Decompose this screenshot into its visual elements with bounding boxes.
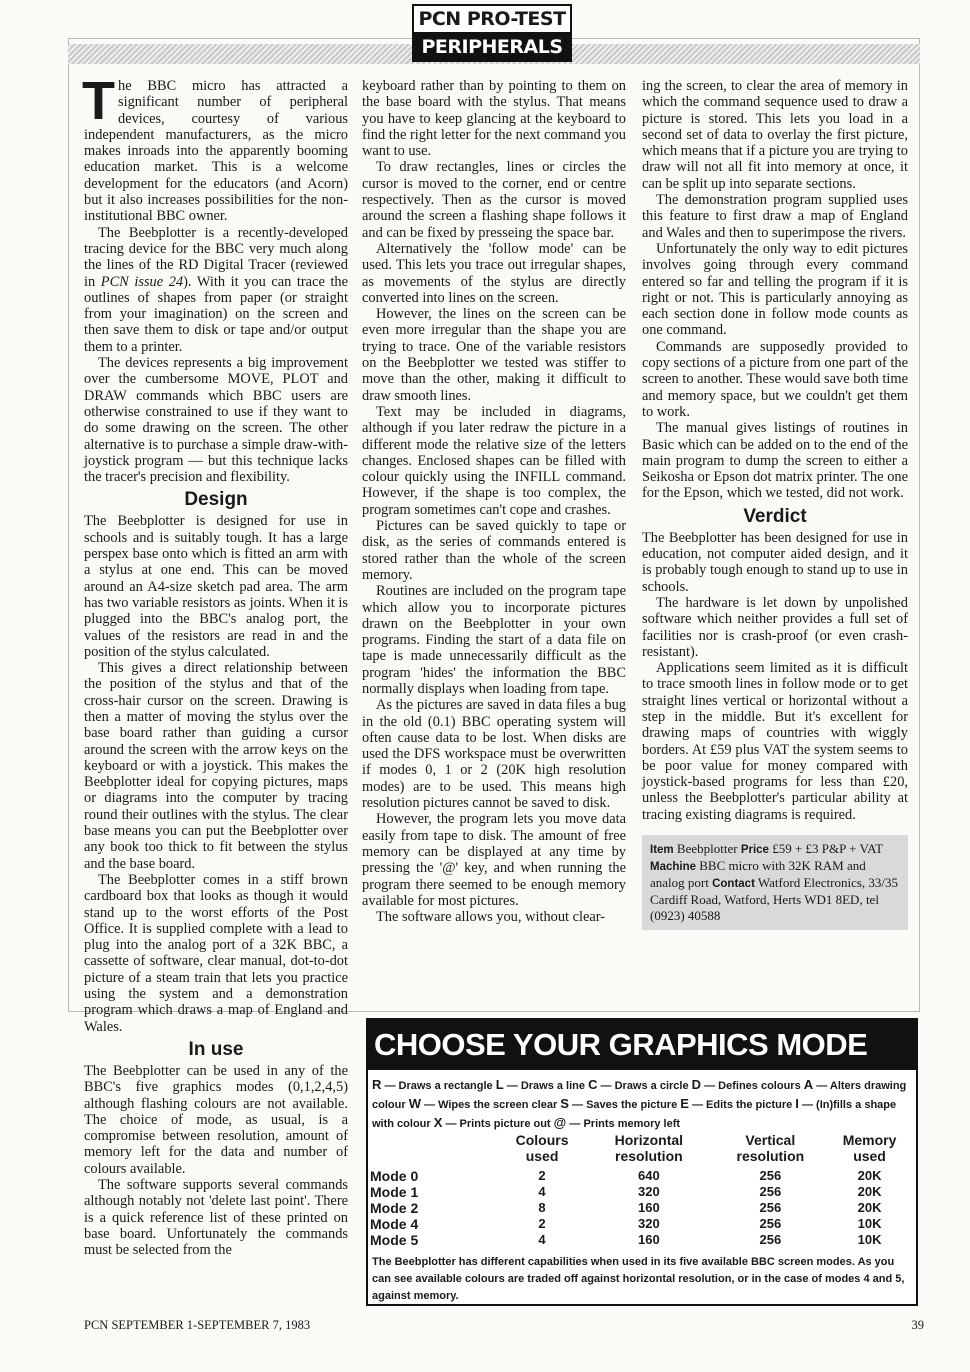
table-cell: 256 (759, 1184, 782, 1199)
table-cell: 20K (857, 1184, 882, 1199)
table-cell: 2 (538, 1216, 546, 1231)
body-paragraph: The Beebplotter is designed for use in schools and is suitably tough. It has a large perspex base onto which is fitted an arm with a stylus at one end. This can be moved around an A4-size sketch pad area. The arm has two variable resistors as joints. When it is plugged into the BBC's analog port, the values of the resistors are read in and the position of the stylus calculated. (84, 513, 348, 660)
table-row (370, 1184, 912, 1200)
legend-item: C — Draws a circle (588, 1077, 689, 1092)
table-cell: Mode 0 (370, 1168, 419, 1184)
table-cell: Mode 4 (370, 1216, 419, 1232)
body-paragraph: The Beebplotter has been designed for use in education, not computer aided design, and it is probably tough enough to stand up to use in schools. (642, 529, 908, 595)
body-paragraph: The devices represents a big improvement over the cumbersome MOVE, PLOT and DRAW commands which BBC users are otherwise constrained to use if they want to do some drawing on the screen. The other alternative is to purchase a simple draw-with-joystick program — but this technique lacks the tracer's precision and flexibility. (84, 355, 348, 486)
badge-line-peripherals: PERIPHERALS (412, 34, 572, 62)
spec-price-label: Price (740, 844, 769, 857)
legend-item: S — Saves the picture (560, 1096, 678, 1111)
body-paragraph: ing the screen, to clear the area of memory in which the command sequence used to draw a picture is stored. This lets you load in a second set of data to overlay the first picture, which means that if a picture you are trying to draw will not all fit into memory at once, it can be split up into separate sections. (642, 78, 908, 192)
table-cell: Mode 5 (370, 1232, 419, 1248)
table-row (370, 1216, 912, 1232)
body-paragraph: Commands are supposedly provided to copy sections of a picture from one part of the screen to another. These would save both time and memory space, but we couldn't get them to work. (642, 338, 908, 420)
body-paragraph: The Beebplotter can be used in any of the BBC's five graphics modes (0,1,2,4,5) although flashing colours are not available. The choice of mode, as usual, is a compromise between resolution, amount of memory left for the data and number of colours available. (84, 1062, 348, 1177)
column-header: Memory used (842, 1132, 897, 1164)
heading-design: Design (184, 489, 248, 511)
table-cell: Mode 1 (370, 1184, 419, 1200)
column-header (370, 1132, 500, 1168)
body-paragraph: Routines are included on the program tape which allow you to incorporate pictures drawn on the Beebplotter in your own programs. Finding the start of a data file on tape is made unnecessarily difficult as the program 'hides' the information the BBC normally displays when loading from tape. (362, 583, 626, 697)
body-paragraph: keyboard rather than by pointing to them on the base board with the stylus. That means you have to keep glancing at the keyboard to find the right letter for the next command you want to use. (362, 78, 626, 160)
legend-item: X — Prints picture out (433, 1115, 551, 1130)
column-header: Vertical resolution (736, 1132, 805, 1164)
spec-machine-value: BBC micro with 32K RAM and analog port (650, 858, 866, 891)
table-cell: 256 (759, 1168, 782, 1183)
table-cell: 10K (857, 1216, 882, 1231)
table-cell: 4 (538, 1232, 546, 1247)
table-cell: 256 (759, 1232, 782, 1247)
spec-box (642, 835, 908, 930)
table-cell: 320 (637, 1216, 660, 1231)
body-paragraph: This gives a direct relationship between the position of the stylus and that of the cross-hair cursor on the screen. Drawing is then a matter of moving the stylus over the base board rather than guiding a cursor around the screen with the arrow keys on the keyboard or with a joystick. This makes the Beebplotter ideal for copying pictures, maps or diagrams into the computer by tracing round their outlines with the stylus. The clear base means you can put the Beebplotter over any book too thick to fit between the stylus and the base board. (84, 660, 348, 872)
table-cell: 640 (637, 1168, 660, 1183)
body-paragraph: The hardware is let down by unpolished software which neither provides a full set of facilities nor is crash-proof (or even crash-resistant). (642, 594, 908, 660)
spec-contact-label: Contact (712, 878, 755, 891)
table-row (370, 1232, 912, 1248)
body-paragraph: However, the program lets you move data easily from tape to disk. The amount of free memory can be displayed at any time by pressing the '@' key, and when running the program there seemed to be enough memory available for most pictures. (362, 811, 626, 909)
table-cell: Mode 2 (370, 1200, 419, 1216)
legend-item: I — (In)fills a shape with colour (372, 1096, 897, 1130)
table-cell: 20K (857, 1200, 882, 1215)
body-paragraph: Alternatively the 'follow mode' can be used. This lets you trace out irregular shapes, as movements of the stylus are directly converted into lines on the screen. (362, 240, 626, 306)
modes-table (370, 1132, 912, 1248)
legend-item: D — Defines colours (691, 1077, 801, 1092)
graphics-mode-box (366, 1018, 918, 1306)
spec-contact-value: Watford Electronics, 33/35 Cardiff Road, Watford, Herts WD1 8ED, tel (0923) 40588 (650, 875, 899, 924)
table-header-row (370, 1132, 912, 1168)
table-row (370, 1168, 912, 1184)
body-paragraph: As the pictures are saved in data files a bug in the old (0.1) BBC operating system will often cause data to be lost. When disks are used the DFS workspace must be overwritten if modes 0, 1 or 2 (20K high resolution modes) are to be used. This means high resolution pictures cannot be saved to disk. (362, 697, 626, 812)
page-number: 39 (911, 1318, 924, 1332)
column-header: Colours used (515, 1132, 569, 1164)
legend-item: R — Draws a rectangle (372, 1077, 493, 1092)
legend-item: @ — Prints memory left (553, 1115, 681, 1130)
legend-item: L — Draws a line (495, 1077, 586, 1092)
table-row (370, 1200, 912, 1216)
graphics-box-title: CHOOSE YOUR GRAPHICS MODE (368, 1020, 916, 1070)
legend-item: W — Wipes the screen clear (408, 1096, 558, 1111)
article-column-2 (362, 78, 626, 925)
spec-price-value: £59 + £3 P&P + VAT (772, 841, 883, 857)
command-legend (368, 1070, 916, 1133)
body-paragraph: The manual gives listings of routines in Basic which can be added on to the end of the main program to dump the screen to either a Seikosha or Epson dot matrix printer. The one for the Epson, which we tested, did not work. (642, 420, 908, 502)
table-cell: 8 (538, 1200, 546, 1215)
drop-cap: T (82, 71, 115, 131)
table-cell: 2 (538, 1168, 546, 1183)
body-paragraph: The software supports several commands although notably not 'delete last point'. There is a quick reference list of these printed on base board. Unfortunately the commands must be selected from the (84, 1177, 348, 1259)
article-column-1 (82, 71, 349, 1259)
table-cell: 256 (759, 1200, 782, 1215)
spec-item-value: Beebplotter (676, 841, 738, 857)
table-cell: 256 (759, 1216, 782, 1231)
spec-item-label: Item (650, 844, 674, 857)
body-paragraph: To draw rectangles, lines or circles the cursor is moved to the corner, end or centre respectively. Then as the cursor is moved around the screen a flashing shape follows it and can be fixed by presseing the space bar. (362, 159, 626, 241)
legend-item: E — Edits the picture (680, 1096, 793, 1111)
intro-paragraph: The BBC micro has attracted a significant number of peripheral devices, courtesy of various independent manufacturers, as the micro makes inroads into the apparently booming education market. This is a welcome development for the educators (and Acorn) but it also increases possibilities for the non-institutional BBC owner. (82, 71, 348, 225)
body-paragraph: Pictures can be saved quickly to tape or disk, as the series of commands entered is stored rather than the whole of the screen memory. (362, 518, 626, 583)
body-paragraph: However, the lines on the screen can be even more irregular than the shape you are trying to trace. One of the variable resistors on the Beebplotter we tested was stiffer to move than the other, making it difficult to draw smooth lines. (362, 306, 626, 404)
badge-line-pro-test: PCN PRO-TEST (412, 4, 572, 34)
legend-item: A — Alters drawing colour (372, 1077, 907, 1111)
table-cell: 160 (637, 1232, 660, 1247)
table-cell: 4 (538, 1184, 546, 1199)
column-header: Horizontal resolution (614, 1132, 684, 1164)
heading-in-use: In use (188, 1038, 244, 1060)
body-paragraph: The Beebplotter is a recently-developed tracing device for the BBC very much along the lines of the RD Digital Tracer (reviewed in PCN issue 24). With it you can trace the outlines of shapes from paper (or straight from your imagination) on the screen and then save them to disk or tape and/or output them to a printer. (84, 224, 349, 355)
table-cell: 320 (637, 1184, 660, 1199)
spec-machine-label: Machine (650, 861, 697, 874)
body-paragraph: Applications seem limited as it is difficult to trace smooth lines in follow mode or to get straight lines vertical or horizontal without a step in the middle. But it's excellent for drawing maps of countries with wiggly borders. At £59 plus VAT the system seems to be poor value for money compared with joystick-based programs for less than £20, unless the Beebplotter's particular ability at tracing existing diagrams is required. (642, 660, 908, 823)
footer-issue-date: PCN SEPTEMBER 1-SEPTEMBER 7, 1983 (84, 1318, 311, 1332)
body-paragraph: Text may be included in diagrams, although if you later redraw the picture in a different mode the relative size of the letters changes. Enclosed shapes can be filled with colour quickly using the INFILL command. However, if the shape is too complex, the program sometimes can't cope and crashes. (362, 403, 626, 518)
table-cell: 160 (637, 1200, 660, 1215)
body-paragraph: The Beebplotter comes in a stiff brown cardboard box that looks as though it would stand up to the worst efforts of the Post Office. It is supplied complete with a lead to plug into the analog port of a 32K BBC, a cassette of software, clear manual, dot-to-dot picture of a steam train that lets you practice using the system and a demonstration program which draws a map of England and Wales. (84, 871, 348, 1035)
body-paragraph: The software allows you, without clear- (376, 909, 606, 926)
table-cell: 10K (857, 1232, 882, 1247)
section-badge (412, 4, 572, 62)
table-cell: 20K (857, 1168, 882, 1183)
article-column-3 (642, 78, 908, 930)
page-footer (84, 1318, 924, 1333)
table-caption: The Beebplotter has different capabilities when used in its five available BBC screen modes. As you can see available colours are traded off against horizontal resolution, or in the case of modes 4 and 5, against memory. (372, 1256, 905, 1302)
heading-verdict: Verdict (743, 505, 807, 527)
body-paragraph: The demonstration program supplied uses this feature to first draw a map of England and Wales and then to superimpose the rivers. (642, 192, 908, 241)
body-paragraph: Unfortunately the only way to edit pictures involves going through every command entered so far and telling the program if it is right or not. This is particularly annoying as each section done in follow mode counts as one command. (642, 240, 908, 339)
